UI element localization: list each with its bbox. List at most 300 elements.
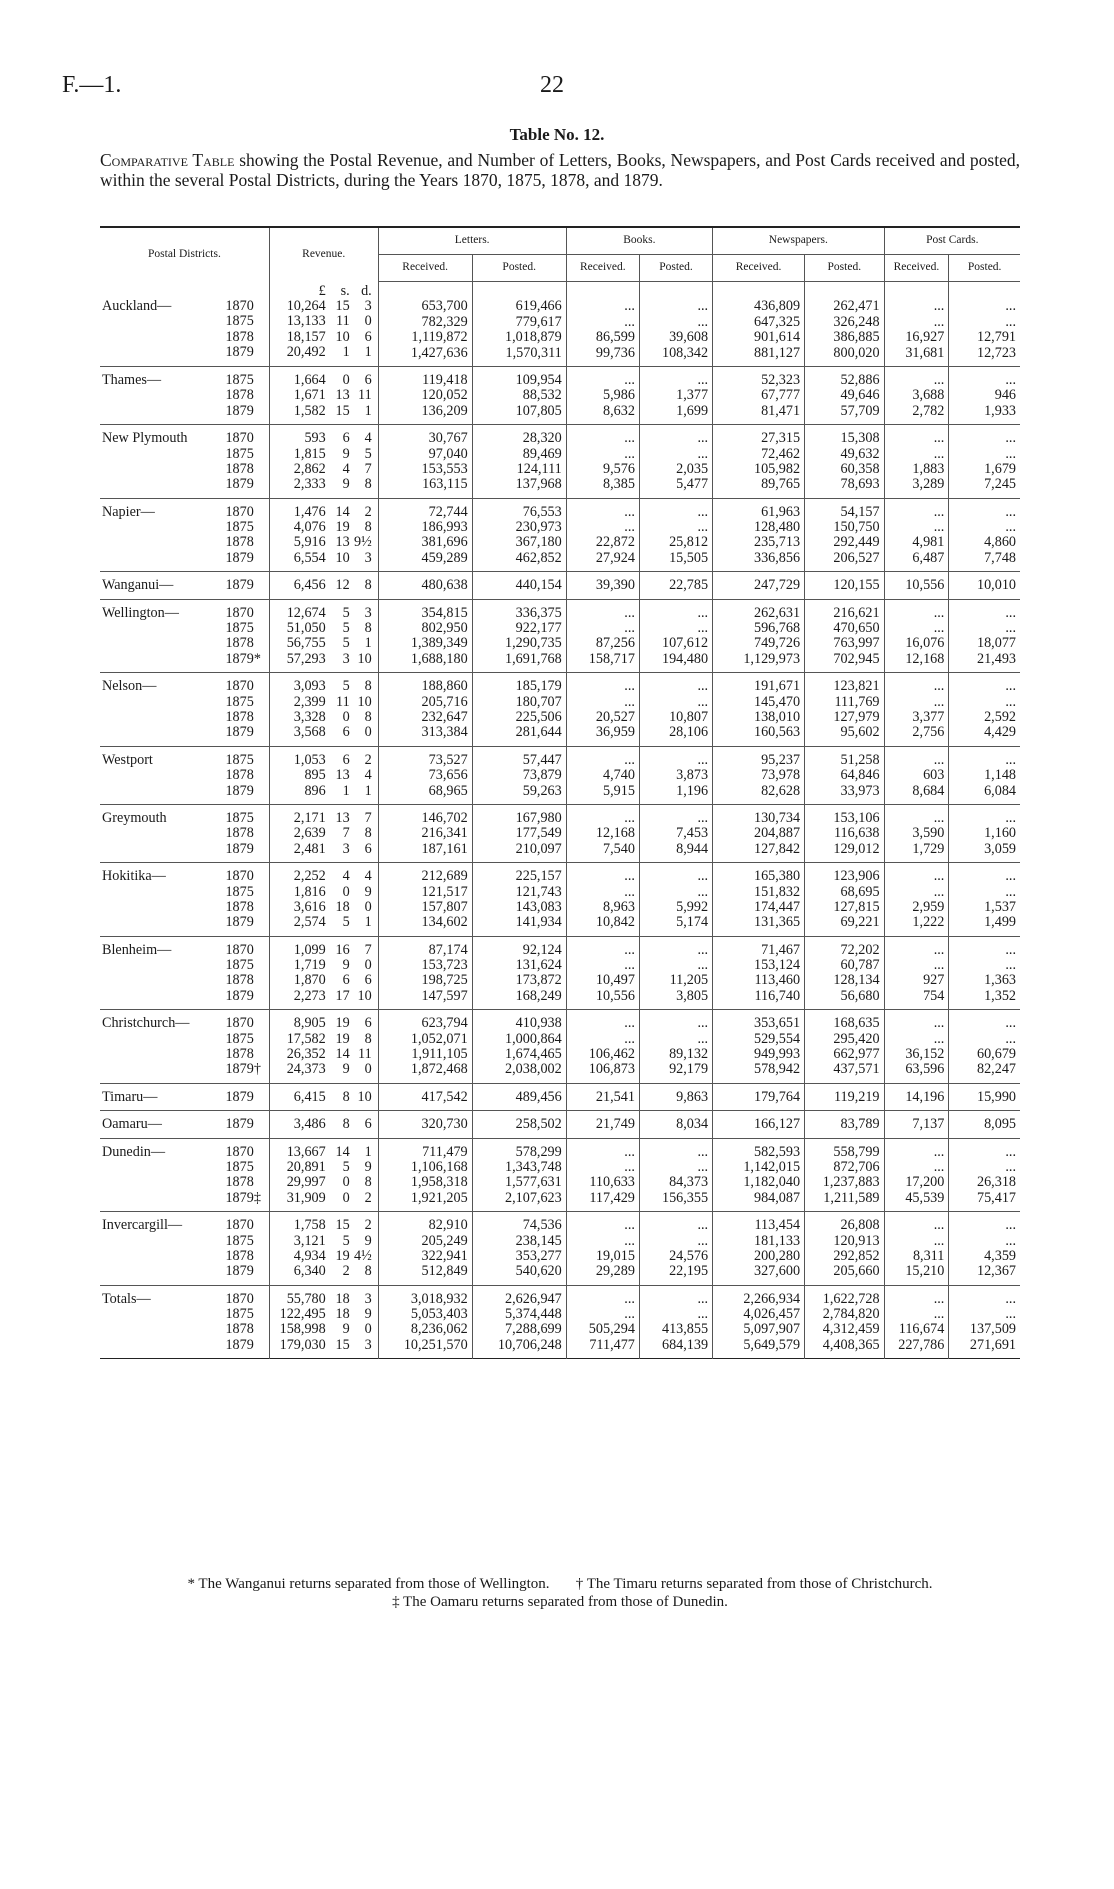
revenue-pounds: 2,273 (293, 987, 326, 1004)
books-received-cell (566, 936, 639, 1010)
postcards-received: ... (933, 809, 945, 826)
books-received: ... (624, 1232, 635, 1249)
year: 1878 (225, 767, 254, 784)
table-row (100, 1285, 1020, 1359)
postcards-posted: ... (1005, 941, 1016, 958)
newspapers-posted: 872,706 (833, 1158, 880, 1175)
postcards-received-cell (884, 1083, 949, 1110)
newspapers-received: 113,460 (754, 972, 801, 989)
revenue-shillings: 13 (335, 809, 350, 826)
postcards-posted: 1,679 (984, 460, 1016, 477)
table-row (100, 425, 1020, 499)
letters-received-cell (378, 425, 472, 499)
newspapers-received: 191,671 (753, 678, 801, 695)
newspapers-received: 95,237 (761, 751, 801, 768)
postcards-posted-cell (949, 746, 1020, 804)
newspapers-received: 578,942 (753, 1061, 801, 1078)
newspapers-posted: 206,527 (833, 549, 880, 566)
newspapers-posted: 662,977 (833, 1046, 880, 1063)
newspapers-received: 105,982 (753, 460, 801, 477)
year-cell (225, 1010, 269, 1084)
year: 1878 (225, 972, 254, 989)
postcards-posted: ... (1005, 751, 1016, 768)
postcards-posted-cell (949, 282, 1020, 367)
letters-received: 1,872,468 (410, 1061, 468, 1078)
revenue-shillings: 14 (335, 503, 350, 520)
letters-posted: 225,506 (515, 708, 562, 725)
letters-posted: 173,872 (515, 972, 562, 989)
books-received: ... (624, 1306, 635, 1323)
books-posted: 7,453 (676, 825, 709, 842)
revenue-pounds: 158,998 (279, 1321, 326, 1338)
postcards-posted: ... (1005, 693, 1016, 710)
books-posted: ... (697, 503, 709, 520)
revenue-pence: 2 (364, 503, 372, 520)
revenue-cell (269, 1083, 378, 1110)
books-posted: ... (697, 1030, 709, 1047)
postcards-received: ... (933, 693, 945, 710)
year: 1870 (225, 1143, 254, 1160)
postcards-received: 603 (923, 767, 945, 784)
books-posted: ... (697, 1143, 709, 1160)
books-posted: ... (697, 883, 709, 900)
postcards-received: ... (933, 620, 945, 637)
revenue-pence: 1 (364, 914, 372, 931)
revenue-pence: 9 (364, 1158, 372, 1175)
revenue-shillings: 6 (342, 751, 350, 768)
district-name (100, 425, 225, 499)
district-group (100, 1111, 1020, 1138)
postcards-received: 1,222 (912, 914, 945, 931)
year: 1879 (225, 549, 254, 566)
postcards-posted: 1,148 (984, 767, 1016, 784)
revenue-pence: 6 (364, 1015, 372, 1032)
revenue-pence: 1 (364, 402, 372, 419)
revenue-shillings: 6 (342, 724, 350, 741)
letters-received: 121,517 (421, 883, 468, 900)
books-posted-cell (639, 425, 712, 499)
revenue-cell (269, 425, 378, 499)
postcards-received: 1,883 (912, 460, 945, 477)
postcards-posted: ... (1005, 519, 1016, 536)
books-received: ... (624, 678, 635, 695)
year: 1875 (225, 1158, 254, 1175)
books-posted: ... (697, 445, 709, 462)
table-row (100, 936, 1020, 1010)
page-number: 22 (540, 72, 564, 98)
revenue-pence: 9½ (353, 534, 372, 551)
newspapers-posted: 386,885 (833, 329, 880, 346)
revenue-pounds: 17,582 (286, 1030, 326, 1047)
books-received: ... (624, 809, 635, 826)
letters-posted: 336,375 (515, 604, 562, 621)
newspapers-posted-cell (805, 572, 884, 599)
postcards-received-cell (884, 1138, 949, 1212)
revenue-shillings: 3 (342, 650, 350, 667)
postcards-posted: ... (1005, 1030, 1016, 1047)
postcards-posted: 1,352 (984, 987, 1016, 1004)
district-label: Westport (102, 751, 153, 768)
newspapers-posted: 64,846 (840, 767, 880, 784)
newspapers-received: 529,554 (753, 1030, 801, 1047)
newspapers-received: 5,649,579 (743, 1336, 801, 1353)
revenue-pence: 2 (364, 1189, 372, 1206)
postcards-received: 16,927 (905, 329, 945, 346)
revenue-pounds: 1,582 (293, 402, 326, 419)
newspapers-received: 353,651 (753, 1015, 801, 1032)
postcards-received: 1,729 (912, 840, 945, 857)
books-received: 5,915 (602, 782, 635, 799)
letters-posted-cell (472, 804, 566, 862)
books-posted-cell (639, 282, 712, 367)
postcards-posted-cell (949, 1083, 1020, 1110)
revenue-shillings: 14 (335, 1143, 350, 1160)
newspapers-received: 81,471 (761, 402, 801, 419)
newspapers-received: 2,266,934 (743, 1290, 801, 1307)
postcards-posted: ... (1005, 313, 1016, 330)
letters-posted: 88,532 (522, 387, 562, 404)
newspapers-received: 881,127 (753, 344, 801, 361)
year-cell (225, 1212, 269, 1286)
postcards-received-cell (884, 1212, 949, 1286)
postcards-received: 227,786 (898, 1336, 945, 1353)
table-title: Table No. 12. (509, 125, 605, 144)
newspapers-posted-cell (805, 425, 884, 499)
year: 1875 (225, 809, 254, 826)
revenue-pounds: 18,157 (286, 328, 326, 345)
year: 1879‡ (225, 1189, 261, 1206)
revenue-pounds: 2,574 (293, 914, 326, 931)
books-posted: ... (697, 430, 709, 447)
letters-posted: 1,570,311 (505, 344, 562, 361)
year-cell (225, 863, 269, 937)
newspapers-posted-cell (805, 863, 884, 937)
year: 1875 (225, 313, 254, 330)
revenue-pence: 8 (364, 620, 372, 637)
revenue-pounds: 13,133 (286, 313, 326, 330)
newspapers-received-cell (713, 746, 805, 804)
district-label: Hokitika— (102, 868, 166, 885)
newspapers-received: 82,628 (761, 782, 801, 799)
newspapers-posted: 292,449 (833, 534, 880, 551)
table-row (100, 498, 1020, 572)
letters-posted: 1,577,631 (504, 1174, 562, 1191)
letters-posted-cell (472, 599, 566, 673)
postcards-received: 63,596 (905, 1061, 945, 1078)
newspapers-posted: 78,693 (840, 476, 880, 493)
postcards-posted: 60,679 (976, 1046, 1016, 1063)
revenue-shillings: 10 (335, 328, 350, 345)
revenue-pence: 2 (364, 751, 372, 768)
newspapers-posted: 150,750 (833, 519, 880, 536)
newspapers-posted: 69,221 (840, 914, 880, 931)
books-received: 19,015 (595, 1247, 635, 1264)
revenue-pence: 8 (364, 1030, 372, 1047)
revenue-cell (269, 1111, 378, 1138)
revenue-pence: 6 (364, 371, 372, 388)
letters-received: 119,418 (422, 371, 468, 388)
district-name (100, 1111, 225, 1138)
district-label: Oamaru— (102, 1116, 162, 1133)
district-name (100, 366, 225, 424)
revenue-pence: 9 (364, 1306, 372, 1323)
books-received: 86,599 (595, 329, 635, 346)
revenue-pounds: 1,758 (293, 1217, 326, 1234)
revenue-shillings: 6 (342, 972, 350, 989)
newspapers-posted-cell (805, 1083, 884, 1110)
postcards-posted-cell (949, 425, 1020, 499)
revenue-shillings: 5 (342, 604, 350, 621)
district-group (100, 282, 1020, 367)
letters-received: 136,209 (421, 402, 468, 419)
postcards-posted: ... (1005, 678, 1016, 695)
newspapers-posted: 129,012 (833, 840, 880, 857)
district-label: Invercargill— (102, 1217, 183, 1234)
year: 1879 (225, 1116, 254, 1133)
newspapers-posted: 49,632 (840, 445, 880, 462)
year-cell (225, 1138, 269, 1212)
letters-received: 205,249 (421, 1232, 468, 1249)
letters-posted: 28,320 (522, 430, 562, 447)
letters-posted: 1,018,879 (504, 329, 562, 346)
letters-posted: 2,107,623 (504, 1189, 562, 1206)
books-received: 117,429 (589, 1189, 635, 1206)
books-received-cell (566, 425, 639, 499)
newspapers-posted: 4,312,459 (822, 1321, 880, 1338)
postcards-received: ... (933, 430, 945, 447)
postcards-posted: 12,367 (976, 1263, 1016, 1280)
revenue-pence: 7 (364, 941, 372, 958)
revenue-shillings: 1 (342, 344, 350, 361)
newspapers-received: 327,600 (753, 1263, 801, 1280)
postcards-posted: ... (1005, 809, 1016, 826)
revenue-pounds: 1,815 (293, 445, 326, 462)
books-posted: ... (697, 313, 709, 330)
postcards-posted: ... (1005, 1158, 1016, 1175)
district-name (100, 1138, 225, 1212)
postcards-posted: ... (1005, 298, 1016, 315)
newspapers-posted: 123,906 (833, 868, 880, 885)
table-row (100, 366, 1020, 424)
letters-posted-cell (472, 673, 566, 747)
newspapers-posted-cell (805, 1285, 884, 1359)
letters-received: 1,911,105 (411, 1046, 468, 1063)
newspapers-received: 116,740 (754, 987, 801, 1004)
letters-posted: 353,277 (515, 1247, 562, 1264)
revenue-shillings: 18 (335, 1290, 350, 1307)
letters-received-cell (378, 746, 472, 804)
col-district-header: Postal Districts. (148, 248, 221, 261)
books-received: ... (624, 620, 635, 637)
newspapers-received-cell (713, 572, 805, 599)
district-label: Wanganui— (102, 577, 174, 594)
books-posted: 39,608 (669, 329, 709, 346)
district-name (100, 1083, 225, 1110)
newspapers-posted: 49,646 (840, 387, 880, 404)
newspapers-posted: 470,650 (833, 620, 880, 637)
books-received-cell (566, 1212, 639, 1286)
letters-posted: 109,954 (515, 371, 562, 388)
newspapers-received: 127,842 (753, 840, 801, 857)
table-row (100, 673, 1020, 747)
letters-received: 512,849 (421, 1263, 468, 1280)
revenue-pounds: 57,293 (286, 650, 326, 667)
books-received: ... (624, 883, 635, 900)
books-received: 505,294 (588, 1321, 635, 1338)
newspapers-posted: 262,471 (833, 298, 880, 315)
revenue-pounds: 31,909 (286, 1189, 326, 1206)
revenue-pence: 8 (364, 1263, 372, 1280)
postcards-received: ... (933, 445, 945, 462)
postcards-received: ... (933, 1232, 945, 1249)
postcards-posted-cell (949, 1111, 1020, 1138)
books-received-cell (566, 863, 639, 937)
postcards-posted-cell (949, 673, 1020, 747)
letters-received-cell (378, 936, 472, 1010)
newspapers-posted: 51,258 (840, 751, 880, 768)
newspapers-posted: 60,787 (840, 957, 880, 974)
letters-received: 1,389,349 (410, 635, 468, 652)
letters-posted: 59,263 (522, 782, 562, 799)
revenue-pounds: 12,674 (286, 604, 326, 621)
district-label: Timaru— (102, 1088, 158, 1105)
letters-posted-cell (472, 425, 566, 499)
revenue-cell (269, 863, 378, 937)
newspapers-received: 138,010 (753, 708, 801, 725)
year: 1878 (225, 898, 254, 915)
revenue-pence: 7 (364, 809, 372, 826)
table-row (100, 572, 1020, 599)
year-cell (225, 282, 269, 367)
books-received-cell (566, 1083, 639, 1110)
books-posted-header: Posted. (639, 255, 712, 282)
revenue-pence: 1 (364, 1143, 372, 1160)
letters-posted: 367,180 (515, 534, 562, 551)
letters-received-cell (378, 572, 472, 599)
newspapers-posted: 60,358 (840, 460, 880, 477)
books-received: ... (624, 1030, 635, 1047)
letters-received: 653,700 (421, 298, 468, 315)
col-books-header: Books. (566, 227, 712, 255)
revenue-pence: 4 (364, 430, 372, 447)
district-group (100, 1083, 1020, 1110)
revenue-pounds: 4,076 (293, 519, 326, 536)
books-posted: ... (697, 1158, 709, 1175)
letters-posted: 5,374,448 (504, 1306, 562, 1323)
year: 1878 (225, 460, 254, 477)
postcards-received: ... (933, 1290, 945, 1307)
revenue-shillings: 15 (335, 1336, 350, 1353)
newspapers-received: 749,726 (753, 635, 801, 652)
revenue-shillings: 8 (342, 1116, 350, 1133)
postcards-posted: ... (1005, 604, 1016, 621)
postcards-posted-cell (949, 1010, 1020, 1084)
letters-received: 1,106,168 (410, 1158, 468, 1175)
letters-received: 320,730 (421, 1116, 468, 1133)
district-name (100, 572, 225, 599)
letters-received: 5,053,403 (410, 1306, 468, 1323)
revenue-cell (269, 366, 378, 424)
newspapers-posted-cell (805, 282, 884, 367)
year: 1879† (225, 1061, 261, 1078)
revenue-shillings: 0 (342, 1174, 350, 1191)
revenue-shillings: 5 (342, 914, 350, 931)
revenue-pounds: 2,252 (293, 868, 326, 885)
books-received: ... (624, 957, 635, 974)
letters-received: 711,479 (422, 1143, 468, 1160)
letters-posted-header: Posted. (472, 255, 566, 282)
year-cell (225, 599, 269, 673)
revenue-pounds: 13,667 (286, 1143, 326, 1160)
postcards-posted: ... (1005, 883, 1016, 900)
postcards-received-cell (884, 599, 949, 673)
letters-received-cell (378, 498, 472, 572)
revenue-pence: 0 (364, 313, 372, 330)
newspapers-posted: 54,157 (840, 503, 880, 520)
year: 1870 (225, 430, 254, 447)
year-cell (225, 498, 269, 572)
books-received: 10,556 (595, 987, 635, 1004)
books-received: 22,872 (595, 534, 635, 551)
letters-received-cell (378, 366, 472, 424)
books-received: 27,924 (595, 549, 635, 566)
newspapers-received: 67,777 (761, 387, 801, 404)
postcards-received: 45,539 (905, 1189, 945, 1206)
postcards-received: ... (933, 941, 945, 958)
postcards-posted: ... (1005, 1217, 1016, 1234)
revenue-pence: 3 (364, 1336, 372, 1353)
revenue-pounds: 1,476 (293, 503, 326, 520)
year: 1870 (225, 1217, 254, 1234)
books-posted: ... (697, 1015, 709, 1032)
books-posted-cell (639, 863, 712, 937)
revenue-pence: 5 (364, 445, 372, 462)
books-received: 10,842 (595, 914, 635, 931)
newspapers-received-cell (713, 673, 805, 747)
letters-received-cell (378, 282, 472, 367)
year-cell (225, 1285, 269, 1359)
revenue-pence: 8 (364, 1174, 372, 1191)
books-received-cell (566, 498, 639, 572)
letters-received: 1,427,636 (410, 344, 468, 361)
postcards-posted: 15,990 (976, 1088, 1016, 1105)
newspapers-received: 181,133 (753, 1232, 801, 1249)
postcards-posted: ... (1005, 445, 1016, 462)
revenue-pounds: 20,492 (286, 344, 326, 361)
revenue-pounds: 895 (304, 767, 326, 784)
postcards-received: 12,168 (905, 650, 945, 667)
revenue-pounds: 55,780 (286, 1290, 326, 1307)
revenue-pence: 9 (364, 1232, 372, 1249)
newspapers-received: 436,809 (753, 298, 801, 315)
revenue-pounds: 6,340 (293, 1263, 326, 1280)
books-received: ... (624, 371, 635, 388)
letters-posted: 238,145 (515, 1232, 562, 1249)
letters-posted: 92,124 (522, 941, 562, 958)
books-received-cell (566, 746, 639, 804)
revenue-pounds: 2,862 (293, 460, 326, 477)
table-row (100, 282, 1020, 367)
books-posted: 1,377 (676, 387, 709, 404)
table-row (100, 1212, 1020, 1286)
year: 1870 (225, 604, 254, 621)
postcards-posted: 18,077 (976, 635, 1016, 652)
letters-posted: 76,553 (522, 503, 562, 520)
letters-posted: 177,549 (515, 825, 562, 842)
revenue-cell (269, 1285, 378, 1359)
revenue-shillings: 18 (335, 898, 350, 915)
books-posted: 684,139 (661, 1336, 709, 1353)
